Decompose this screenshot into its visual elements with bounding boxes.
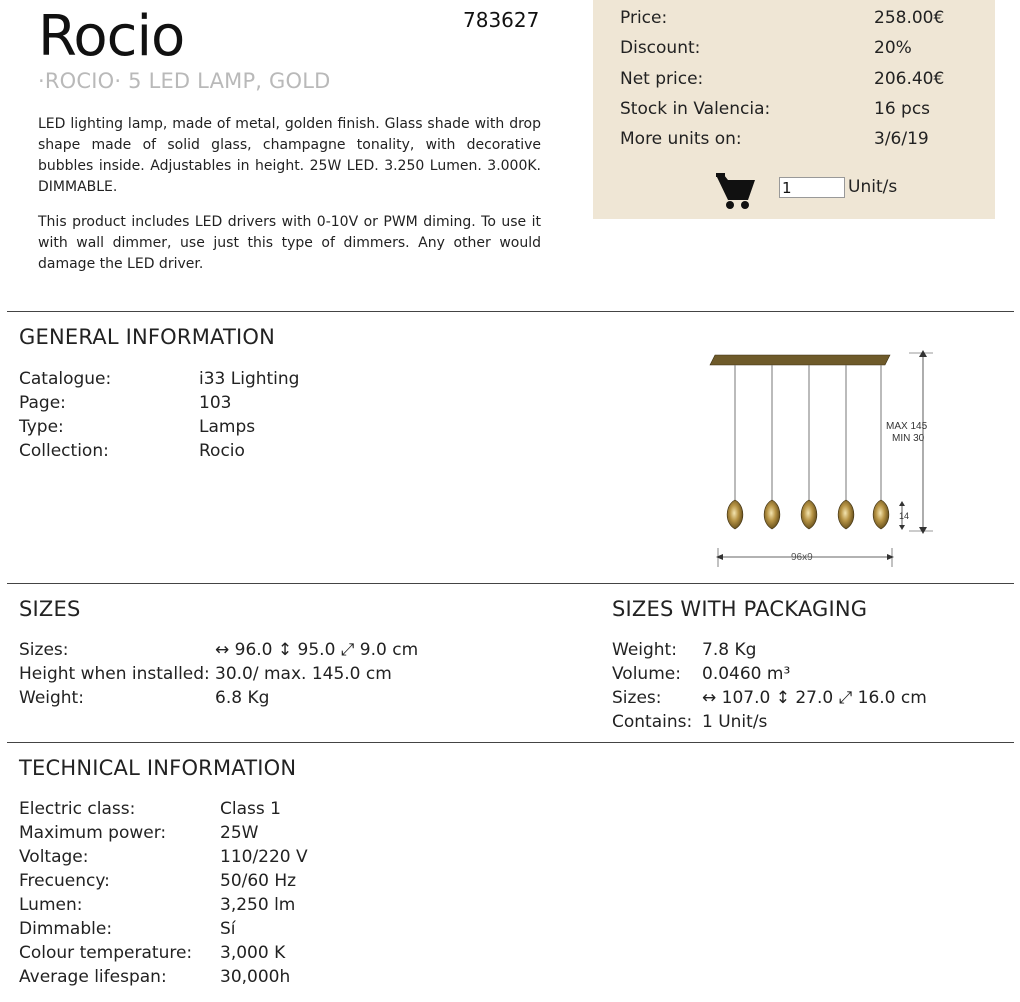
stock-value: 16 pcs	[874, 99, 931, 119]
lamp-shade	[727, 500, 889, 529]
field-label: Collection:	[19, 441, 109, 461]
list-item	[19, 965, 419, 989]
shade-height-label: 14	[899, 511, 910, 521]
sizes-heading: SIZES	[19, 597, 81, 621]
product-reference: 783627	[463, 8, 540, 32]
field-value: ↔ 96.0 ↕ 95.0 ⤢ 9.0 cm	[215, 640, 419, 660]
field-value: i33 Lighting	[199, 369, 300, 389]
list-item	[612, 686, 1002, 710]
field-label: Electric class:	[19, 799, 136, 819]
field-value: Class 1	[220, 799, 281, 819]
list-item	[19, 845, 419, 869]
field-label: Lumen:	[19, 895, 83, 915]
list-item	[19, 869, 419, 893]
field-value: 6.8 Kg	[215, 688, 270, 708]
field-label: Type:	[19, 417, 64, 437]
section-divider	[7, 583, 1014, 584]
net-price-label: Net price:	[620, 69, 704, 89]
field-value: Sí	[220, 919, 236, 939]
list-item	[19, 941, 419, 965]
packaging-heading: SIZES WITH PACKAGING	[612, 597, 868, 621]
discount-value: 20%	[874, 38, 912, 58]
list-item	[19, 415, 339, 439]
product-driver-note: This product includes LED drivers with 0-10V or PWM diming. To use it with wall dimmer, use just this type of dimmers. Any other would damage the LED driver.	[38, 214, 541, 272]
field-value: 3,000 K	[220, 943, 286, 963]
product-title: Rocio	[38, 4, 185, 69]
list-item	[19, 917, 419, 941]
list-item	[19, 821, 419, 845]
field-value: 0.0460 m³	[702, 664, 791, 684]
field-value: 25W	[220, 823, 259, 843]
stock-label: Stock in Valencia:	[620, 99, 771, 119]
section-divider	[7, 742, 1014, 743]
list-item	[612, 638, 1002, 662]
field-label: Average lifespan:	[19, 967, 167, 987]
more-units-label: More units on:	[620, 129, 742, 149]
more-units-value: 3/6/19	[874, 129, 929, 149]
list-item	[19, 893, 419, 917]
packaging-list	[612, 638, 1002, 734]
field-value: 1 Unit/s	[702, 712, 768, 732]
field-label: Colour temperature:	[19, 943, 193, 963]
field-label: Frecuency:	[19, 871, 110, 891]
shopping-cart-icon[interactable]	[715, 170, 757, 212]
field-label: Page:	[19, 393, 66, 413]
unit-label: Unit/s	[848, 177, 898, 197]
field-value: 30.0/ max. 145.0 cm	[215, 664, 392, 684]
height-max-label: MAX 145	[886, 421, 928, 432]
list-item	[19, 662, 579, 686]
technical-info-heading: TECHNICAL INFORMATION	[19, 756, 297, 780]
list-item	[19, 638, 579, 662]
section-divider	[7, 311, 1014, 312]
field-value: 50/60 Hz	[220, 871, 297, 891]
lamp-dimension-drawing	[705, 345, 950, 570]
field-value: 7.8 Kg	[702, 640, 757, 660]
field-label: Weight:	[19, 688, 84, 708]
field-value: Lamps	[199, 417, 256, 437]
technical-info-list	[19, 797, 419, 989]
field-label: Volume:	[612, 664, 681, 684]
field-value: 3,250 lm	[220, 895, 296, 915]
list-item	[19, 391, 339, 415]
product-description: LED lighting lamp, made of metal, golden finish. Glass shade with drop shape made of solid glass, champagne tonality, with decorative bubbles inside. Adjustables in height. 25W LED. 3.250 Lumen. 3.000K. DIMMABLE.	[38, 116, 541, 195]
field-value: 30,000h	[220, 967, 291, 987]
height-min-label: MIN 30	[892, 433, 925, 444]
general-info-list	[19, 367, 339, 463]
field-label: Sizes:	[19, 640, 69, 660]
field-label: Contains:	[612, 712, 693, 732]
discount-label: Discount:	[620, 38, 701, 58]
field-value: Rocio	[199, 441, 245, 461]
field-label: Sizes:	[612, 688, 662, 708]
width-label: 96x9	[791, 552, 813, 563]
list-item	[19, 439, 339, 463]
canopy-shape	[710, 355, 890, 365]
price-panel	[593, 0, 995, 219]
field-label: Dimmable:	[19, 919, 113, 939]
product-subtitle: ·ROCIO· 5 LED LAMP, GOLD	[38, 69, 331, 93]
field-label: Catalogue:	[19, 369, 112, 389]
list-item	[19, 367, 339, 391]
field-label: Maximum power:	[19, 823, 167, 843]
price-label: Price:	[620, 8, 668, 28]
field-label: Height when installed:	[19, 664, 210, 684]
net-price-value: 206.40€	[874, 69, 945, 89]
field-value: 103	[199, 393, 232, 413]
list-item	[19, 797, 419, 821]
list-item	[612, 662, 1002, 686]
list-item	[19, 686, 579, 710]
sizes-list	[19, 638, 579, 710]
field-value: ↔ 107.0 ↕ 27.0 ⤢ 16.0 cm	[702, 688, 927, 708]
quantity-input[interactable]	[779, 177, 845, 198]
field-label: Weight:	[612, 640, 677, 660]
field-label: Voltage:	[19, 847, 89, 867]
field-value: 110/220 V	[220, 847, 308, 867]
price-value: 258.00€	[874, 8, 945, 28]
general-info-heading: GENERAL INFORMATION	[19, 325, 276, 349]
list-item	[612, 710, 1002, 734]
